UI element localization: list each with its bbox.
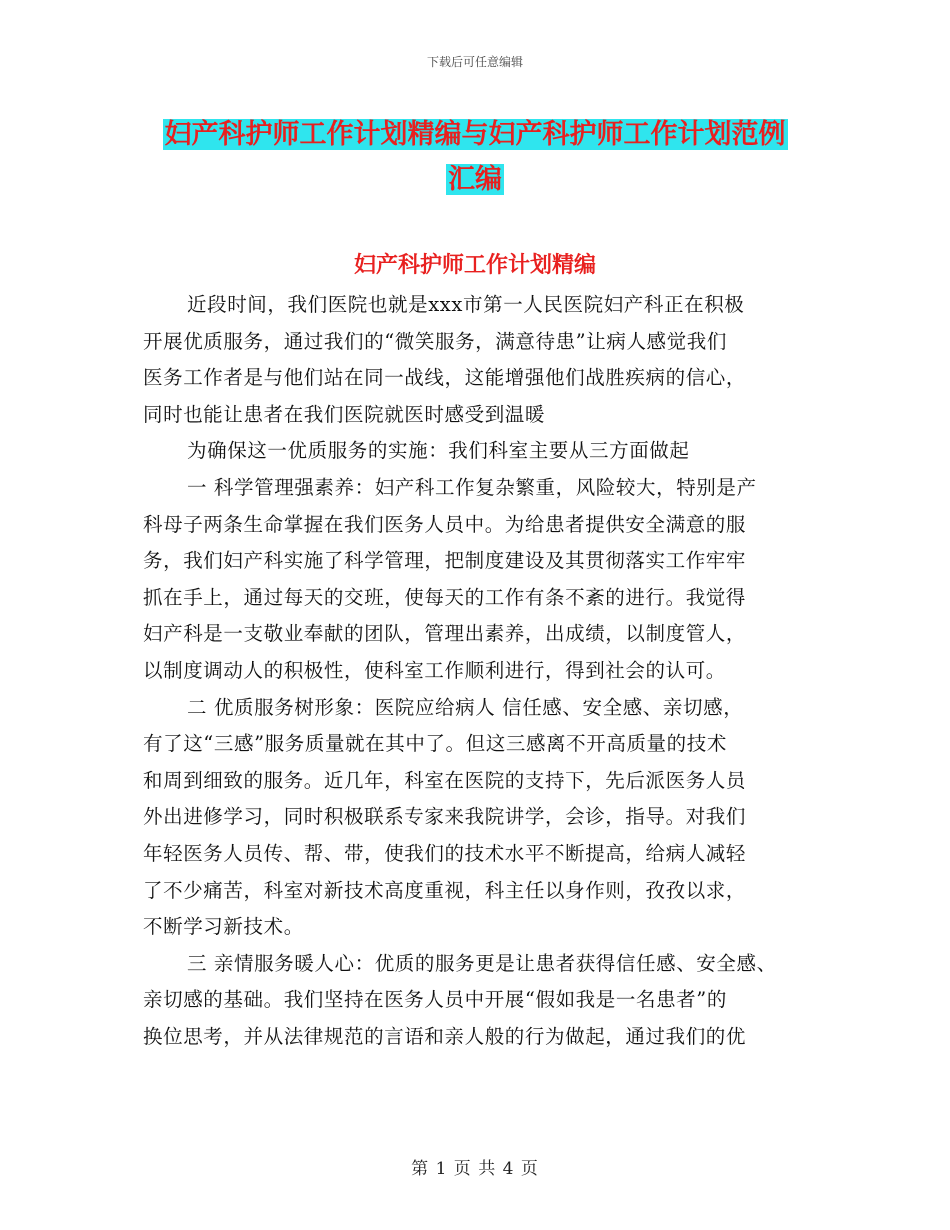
paragraph-line: 抓在手上，通过每天的交班，使每天的工作有条不紊的进行。我觉得 — [143, 585, 747, 609]
paragraph-line: 换位思考，并从法律规范的言语和亲人般的行为做起，通过我们的优 — [143, 1024, 747, 1048]
paragraph-line: 一 科学管理强素养：妇产科工作复杂繁重，风险较大，特别是产 — [187, 475, 757, 499]
paragraph-line: 以制度调动人的积极性，使科室工作顺利进行，得到社会的认可。 — [143, 658, 726, 682]
paragraph-line: 三 亲情服务暖人心：优质的服务更是让患者获得信任感、安全感、 — [187, 951, 777, 975]
paragraph-line: 不断学习新技术。 — [143, 915, 304, 939]
header-note: 下载后可任意编辑 — [426, 55, 523, 69]
paragraph-line: 医务工作者是与他们站在同一战线，这能增强他们战胜疾病的信心， — [143, 366, 747, 390]
paragraph-line: 年轻医务人员传、帮、带，使我们的技术水平不断提高，给病人减轻 — [143, 841, 747, 865]
paragraph-line: 务，我们妇产科实施了科学管理，把制度建设及其贯彻落实工作牢牢 — [143, 549, 747, 573]
paragraph-line: 科母子两条生命掌握在我们医务人员中。为给患者提供安全满意的服 — [143, 512, 747, 536]
title-line-2: 汇编 — [448, 164, 502, 195]
page-footer: 第 1 页 共 4 页 — [411, 1159, 539, 1179]
section-title: 妇产科护师工作计划精编 — [353, 252, 596, 278]
paragraph-line: 和周到细致的服务。近几年，科室在医院的支持下，先后派医务人员 — [143, 768, 747, 792]
paragraph-line: 有了这“三感”服务质量就在其中了。但这三感离不开高质量的技术 — [143, 732, 727, 756]
paragraph-line: 外出进修学习，同时积极联系专家来我院讲学，会诊，指导。对我们 — [143, 805, 747, 829]
body-text — [143, 287, 833, 1055]
paragraph-line: 妇产科是一支敬业奉献的团队，管理出素养，出成绩，以制度管人， — [143, 622, 747, 646]
paragraph-line: 了不少痛苦，科室对新技术高度重视，科主任以身作则，孜孜以求， — [143, 878, 747, 902]
paragraph-line: 为确保这一优质服务的实施：我们科室主要从三方面做起 — [187, 439, 690, 463]
paragraph-line: 开展优质服务，通过我们的“微笑服务，满意待患”让病人感觉我们 — [143, 329, 727, 353]
paragraph-line: 同时也能让患者在我们医院就医时感受到温暖 — [143, 402, 546, 426]
title-line-1: 妇产科护师工作计划精编与妇产科护师工作计划范例 — [164, 119, 786, 150]
paragraph-line: 亲切感的基础。我们坚持在医务人员中开展“假如我是一名患者”的 — [143, 988, 727, 1012]
paragraph-line: 近段时间，我们医院也就是xxx市第一人民医院妇产科正在积极 — [187, 293, 745, 316]
document-title — [0, 112, 950, 202]
paragraph-line: 二 优质服务树形象：医院应给病人 信任感、安全感、亲切感， — [187, 695, 744, 719]
